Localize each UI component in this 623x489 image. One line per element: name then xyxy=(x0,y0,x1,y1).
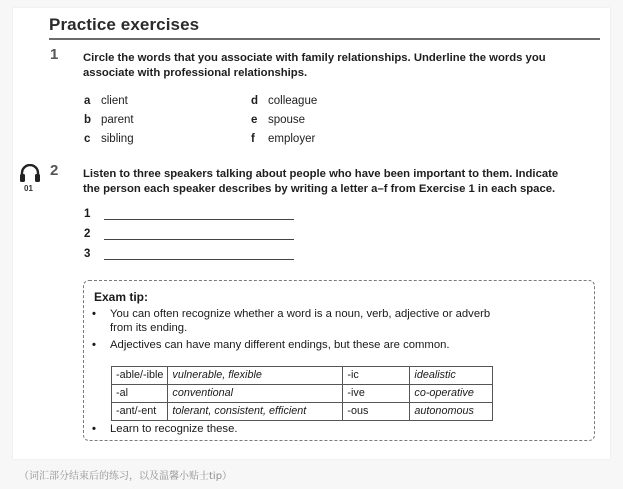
option-a: a client xyxy=(84,95,128,107)
answer-row-3[interactable]: 3 xyxy=(84,248,90,260)
title-divider xyxy=(49,38,600,40)
endings-table xyxy=(111,366,493,421)
exercise-2-number: 2 xyxy=(50,162,59,179)
answer-blank[interactable] xyxy=(104,219,294,220)
tip-bullet-2: • Adjectives can have many different endings, but these are common. xyxy=(92,339,450,351)
exam-tip-title: Exam tip: xyxy=(94,290,149,304)
option-b: b parent xyxy=(84,114,134,126)
answer-blank[interactable] xyxy=(104,259,294,260)
option-d: d colleague xyxy=(251,95,318,107)
audio-track-number: 01 xyxy=(24,184,33,193)
exam-tip-box xyxy=(83,280,595,441)
exercise-2-instruction-line2: the person each speaker describes by writing a letter a–f from Exercise 1 in each space. xyxy=(83,183,556,195)
table-row: -able/-ible vulnerable, flexible -ic idealistic xyxy=(112,367,493,385)
exercise-1-instruction-line1: Circle the words that you associate with family relationships. Underline the words you xyxy=(83,52,546,64)
answer-row-2[interactable]: 2 xyxy=(84,228,90,240)
page-title: Practice exercises xyxy=(49,15,200,34)
table-row: -ant/-ent tolerant, consistent, efficient -ous autonomous xyxy=(112,403,493,421)
tip-bullet-1: • You can often recognize whether a word is a noun, verb, adjective or adverb from its ending. xyxy=(92,308,491,334)
option-f: f employer xyxy=(251,133,316,145)
exercise-2-instruction-line1: Listen to three speakers talking about people who have been important to them. Indicate xyxy=(83,168,559,180)
exercise-1-instruction-line2: associate with professional relationships. xyxy=(83,67,308,79)
answer-row-1[interactable]: 1 xyxy=(84,208,90,220)
option-e: e spouse xyxy=(251,114,306,126)
option-c: c sibling xyxy=(84,133,134,145)
table-row: -al conventional -ive co-operative xyxy=(112,385,493,403)
tip-bullet-3: • Learn to recognize these. xyxy=(92,423,238,435)
answer-blank[interactable] xyxy=(104,239,294,240)
worksheet-page xyxy=(13,8,610,459)
exercise-1-number: 1 xyxy=(50,46,59,63)
image-caption: （词汇部分结束后的练习，以及温馨小贴士tip） xyxy=(19,471,233,482)
headphones-icon xyxy=(19,164,41,182)
